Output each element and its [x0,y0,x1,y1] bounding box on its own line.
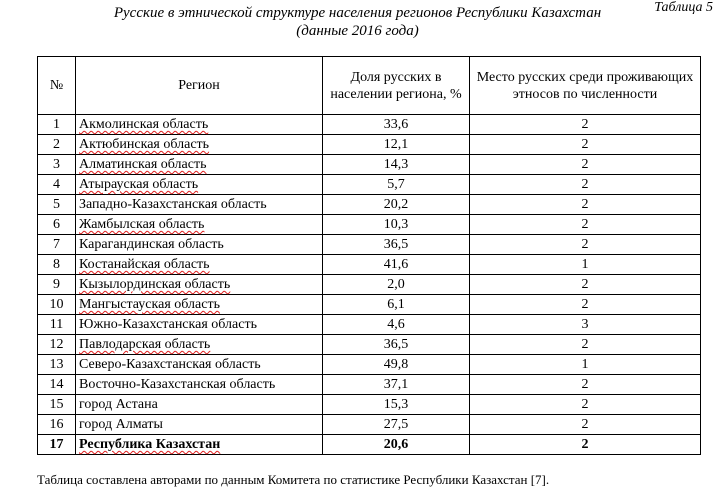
header-share: Доля русских в населении региона, % [323,57,470,115]
row-number: 11 [38,315,76,335]
row-region [76,235,323,255]
row-rank: 2 [470,415,701,435]
row-region-label: Жамбылская область [79,217,205,232]
table-row [38,175,701,195]
row-region [76,315,323,335]
table-row [38,375,701,395]
row-share: 14,3 [323,155,470,175]
header-number: № [38,57,76,115]
row-region-label: Алматинская область [79,157,207,172]
row-number: 5 [38,195,76,215]
table-caption [0,4,715,40]
row-region-label: Павлодарская область [79,337,211,352]
total-region-label: Республика Казахстан [79,437,221,452]
header-region: Регион [76,57,323,115]
total-rank: 2 [470,435,701,455]
total-region [76,435,323,455]
table-header-row [38,57,701,115]
row-share: 20,2 [323,195,470,215]
row-rank: 1 [470,355,701,375]
row-rank: 2 [470,395,701,415]
source-note: Таблица составлена авторами по данным Комитета по статистике Республики Казахстан [7]. [37,472,550,487]
row-rank: 2 [470,195,701,215]
table-row [38,275,701,295]
table-row [38,295,701,315]
row-rank: 2 [470,155,701,175]
row-share: 37,1 [323,375,470,395]
row-number: 9 [38,275,76,295]
row-share: 12,1 [323,135,470,155]
data-table [37,56,701,455]
table-row-total [38,435,701,455]
table-row [38,115,701,135]
row-share: 15,3 [323,395,470,415]
row-region-label: Мангыстауская область [79,297,220,312]
table-row [38,315,701,335]
table-row [38,155,701,175]
row-number: 13 [38,355,76,375]
row-region [76,195,323,215]
row-share: 10,3 [323,215,470,235]
row-share: 33,6 [323,115,470,135]
total-share: 20,6 [323,435,470,455]
row-rank: 2 [470,175,701,195]
table-row [38,395,701,415]
row-number: 3 [38,155,76,175]
row-share: 36,5 [323,335,470,355]
row-share: 4,6 [323,315,470,335]
row-share: 41,6 [323,255,470,275]
row-number: 4 [38,175,76,195]
row-region-label: Южно-Казахстанская область [79,317,257,332]
row-region [76,175,323,195]
row-rank: 2 [470,135,701,155]
row-number: 2 [38,135,76,155]
row-number: 10 [38,295,76,315]
row-region [76,375,323,395]
row-region [76,295,323,315]
row-region [76,115,323,135]
row-region [76,275,323,295]
row-share: 2,0 [323,275,470,295]
caption-subtitle: (данные 2016 года) [296,23,419,39]
row-region-label: Акмолинская область [79,117,209,132]
table-row [38,195,701,215]
row-region-label: Актюбинская область [79,137,210,152]
row-region-label: Западно-Казахстанская область [79,197,267,212]
row-region-label: Северо-Казахстанская область [79,357,261,372]
row-region [76,155,323,175]
row-rank: 3 [470,315,701,335]
row-share: 36,5 [323,235,470,255]
table-row [38,335,701,355]
table-row [38,135,701,155]
table-row [38,355,701,375]
caption-title: Русские в этнической структуре населения регионов Республики Казахстан [113,5,602,21]
header-rank: Место русских среди проживающих этносов по численности [470,57,701,115]
row-number: 6 [38,215,76,235]
row-number: 16 [38,415,76,435]
table-body [38,115,701,455]
row-region-label: Кызылординская область [79,277,231,292]
row-number: 14 [38,375,76,395]
row-share: 6,1 [323,295,470,315]
row-region-label: Костанайская область [79,257,210,272]
row-number: 7 [38,235,76,255]
row-rank: 2 [470,235,701,255]
row-rank: 2 [470,215,701,235]
row-number: 12 [38,335,76,355]
row-region [76,395,323,415]
table-row [38,235,701,255]
row-region-label: Атырауская область [79,177,199,192]
row-region [76,335,323,355]
row-share: 27,5 [323,415,470,435]
row-share: 5,7 [323,175,470,195]
row-region [76,215,323,235]
table-row [38,255,701,275]
row-region-label: Восточно-Казахстанская область [79,377,276,392]
row-number: 1 [38,115,76,135]
row-number: 8 [38,255,76,275]
table-number-label: Таблица 5 [654,0,713,15]
row-share: 49,8 [323,355,470,375]
row-rank: 2 [470,295,701,315]
row-rank: 2 [470,375,701,395]
row-region [76,255,323,275]
row-rank: 2 [470,115,701,135]
total-number: 17 [38,435,76,455]
row-region-label: город Астана [79,397,158,412]
row-region-label: город Алматы [79,417,163,432]
row-region [76,415,323,435]
row-number: 15 [38,395,76,415]
row-rank: 1 [470,255,701,275]
table-row [38,215,701,235]
row-rank: 2 [470,275,701,295]
table-row [38,415,701,435]
row-region [76,135,323,155]
row-region [76,355,323,375]
row-region-label: Карагандинская область [79,237,224,252]
row-rank: 2 [470,335,701,355]
